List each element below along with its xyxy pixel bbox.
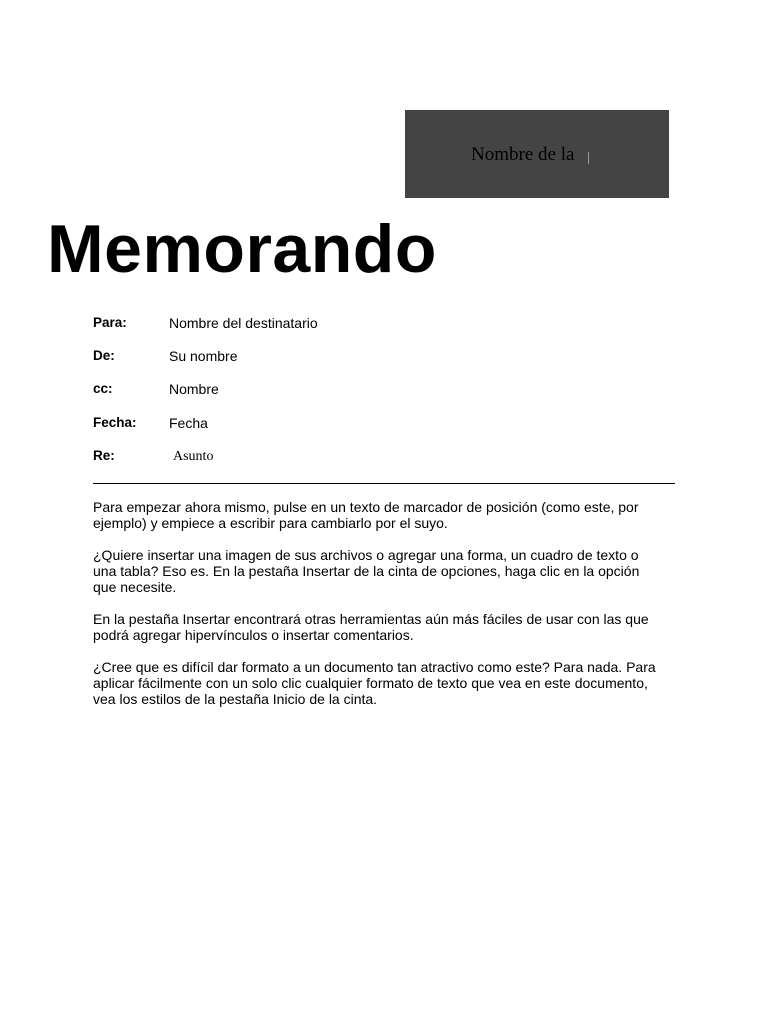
- field-label-para: Para:: [93, 315, 127, 330]
- field-value-subject[interactable]: Asunto: [173, 449, 214, 464]
- body-paragraph[interactable]: ¿Cree que es difícil dar formato a un documento tan atractivo como este? Para nada. Para aplicar fácilmente con un solo clic cualquier formato de texto que vea en este documento, vea los estilos de la pestaña Inicio de la cinta.: [93, 659, 656, 707]
- field-value-cc[interactable]: Nombre: [169, 381, 219, 397]
- memo-title: Memorando: [47, 211, 437, 287]
- header-divider: [93, 483, 675, 484]
- field-label-re: Re:: [93, 448, 115, 463]
- body-paragraph[interactable]: En la pestaña Insertar encontrará otras herramientas aún más fáciles de usar con las que podrá agregar hipervínculos o insertar comentarios.: [93, 611, 649, 643]
- body-paragraph[interactable]: Para empezar ahora mismo, pulse en un texto de marcador de posición (como este, por ejemplo) y empiece a escribir para cambiarlo por el suyo.: [93, 499, 639, 531]
- company-name-box[interactable]: [405, 110, 669, 198]
- company-name[interactable]: Nombre de la: [471, 144, 575, 165]
- field-label-de: De:: [93, 348, 115, 363]
- field-label-fecha: Fecha:: [93, 415, 137, 430]
- field-value-recipient[interactable]: Nombre del destinatario: [169, 315, 318, 331]
- text-cursor: [588, 152, 589, 164]
- body-paragraph[interactable]: ¿Quiere insertar una imagen de sus archivos o agregar una forma, un cuadro de texto o una tabla? Eso es. En la pestaña Insertar de la cinta de opciones, haga clic en la opción que necesite.: [93, 547, 640, 595]
- field-label-cc: cc:: [93, 381, 113, 396]
- field-value-date[interactable]: Fecha: [169, 415, 208, 431]
- field-value-sender[interactable]: Su nombre: [169, 348, 238, 364]
- memo-body: [93, 499, 663, 723]
